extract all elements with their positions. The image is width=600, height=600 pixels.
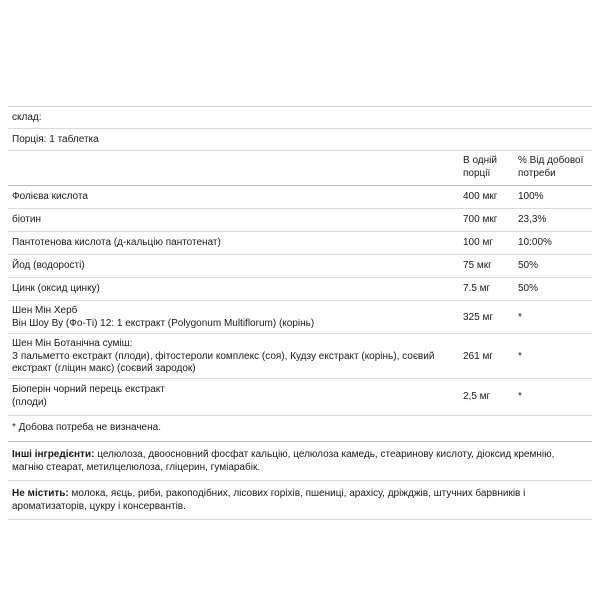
nutrient-amount: 700 мкг <box>463 214 498 225</box>
bioperine-row <box>8 379 592 416</box>
footnote-row <box>8 416 592 442</box>
amount-header-line1: В одній <box>463 155 497 166</box>
bioperine-amount: 2,5 мг <box>463 391 491 402</box>
nutrient-row <box>8 278 592 301</box>
nutrient-dv: 50% <box>518 283 539 294</box>
nutrient-name: Фолієва кислота <box>12 191 88 202</box>
free-from-text: молока, яєць, риби, ракоподібних, лісових горіхів, пшениці, арахісу, дріжджів, штучних барвників і ароматизаторів, цукру і консервантів. <box>12 488 526 512</box>
blend-ingredient-line: екстракт (гліцин макс) (соєвий зародок) <box>12 363 196 374</box>
nutrient-amount: 400 мкг <box>463 191 498 202</box>
other-ingredients-label: Інші інгредієнти: <box>12 449 95 460</box>
footnote: * Добова потреба не визначена. <box>12 422 161 433</box>
blend-ingredient-line: Він Шоу Ву (Фо-Ті) 12: 1 екстракт (Polygonum Multiflorum) (корінь) <box>12 318 315 329</box>
other-ingredients-block <box>8 442 592 481</box>
nutrient-row <box>8 209 592 232</box>
blend-dv: * <box>518 351 522 362</box>
other-ingredients-text: целюлоза, двоосновний фосфат кальцію, целюлоза камедь, стеаринову кислоту, діоксид кремнію, магнію стеарат, метилцелюлоза, гліцерин, гуміарабік. <box>12 449 555 473</box>
blend-row-botanical <box>8 334 592 379</box>
section-title-row <box>8 107 592 129</box>
blend-amount: 325 мг <box>463 312 493 323</box>
serving-row <box>8 129 592 151</box>
nutrient-amount: 75 мкг <box>463 260 492 271</box>
bioperine-name-line2: (плоди) <box>12 397 47 408</box>
nutrient-row <box>8 255 592 278</box>
blend-row-shen-min-herb <box>8 301 592 334</box>
nutrient-amount: 7.5 мг <box>463 283 491 294</box>
bioperine-dv: * <box>518 391 522 402</box>
supplement-facts-panel <box>8 106 592 520</box>
blend-title: Шен Мін Херб <box>12 305 78 316</box>
section-title: склад: <box>12 112 42 123</box>
amount-header-line2: порції <box>463 168 491 179</box>
free-from-label: Не містить: <box>12 488 69 499</box>
dv-header-line2: потреби <box>518 168 556 179</box>
bioperine-name-line1: Біоперін чорний перець екстракт <box>12 384 165 395</box>
blend-dv: * <box>518 312 522 323</box>
nutrient-dv: 100% <box>518 191 544 202</box>
serving-size: Порція: 1 таблетка <box>12 134 99 145</box>
blend-ingredient-line: З пальметто екстракт (плоди), фітостероли комплекс (соя), Кудзу екстракт (корінь), соєвий <box>12 351 435 362</box>
nutrient-dv: 50% <box>518 260 539 271</box>
nutrient-amount: 100 мг <box>463 237 493 248</box>
column-header-row <box>8 151 592 186</box>
blend-amount: 261 мг <box>463 351 493 362</box>
nutrient-dv: 23,3% <box>518 214 547 225</box>
nutrient-dv: 10:00% <box>518 237 552 248</box>
nutrient-name: Цинк (оксид цинку) <box>12 283 100 294</box>
nutrient-name: Йод (водорості) <box>12 260 85 271</box>
blend-title: Шен Мін Ботанічна суміш: <box>12 338 133 349</box>
nutrient-row <box>8 232 592 255</box>
free-from-block <box>8 481 592 520</box>
nutrient-name: Пантотенова кислота (д-кальцію пантотенат) <box>12 237 221 248</box>
dv-header-line1: % Від добової <box>518 155 584 166</box>
nutrient-name: біотин <box>12 214 41 225</box>
nutrient-row <box>8 186 592 209</box>
